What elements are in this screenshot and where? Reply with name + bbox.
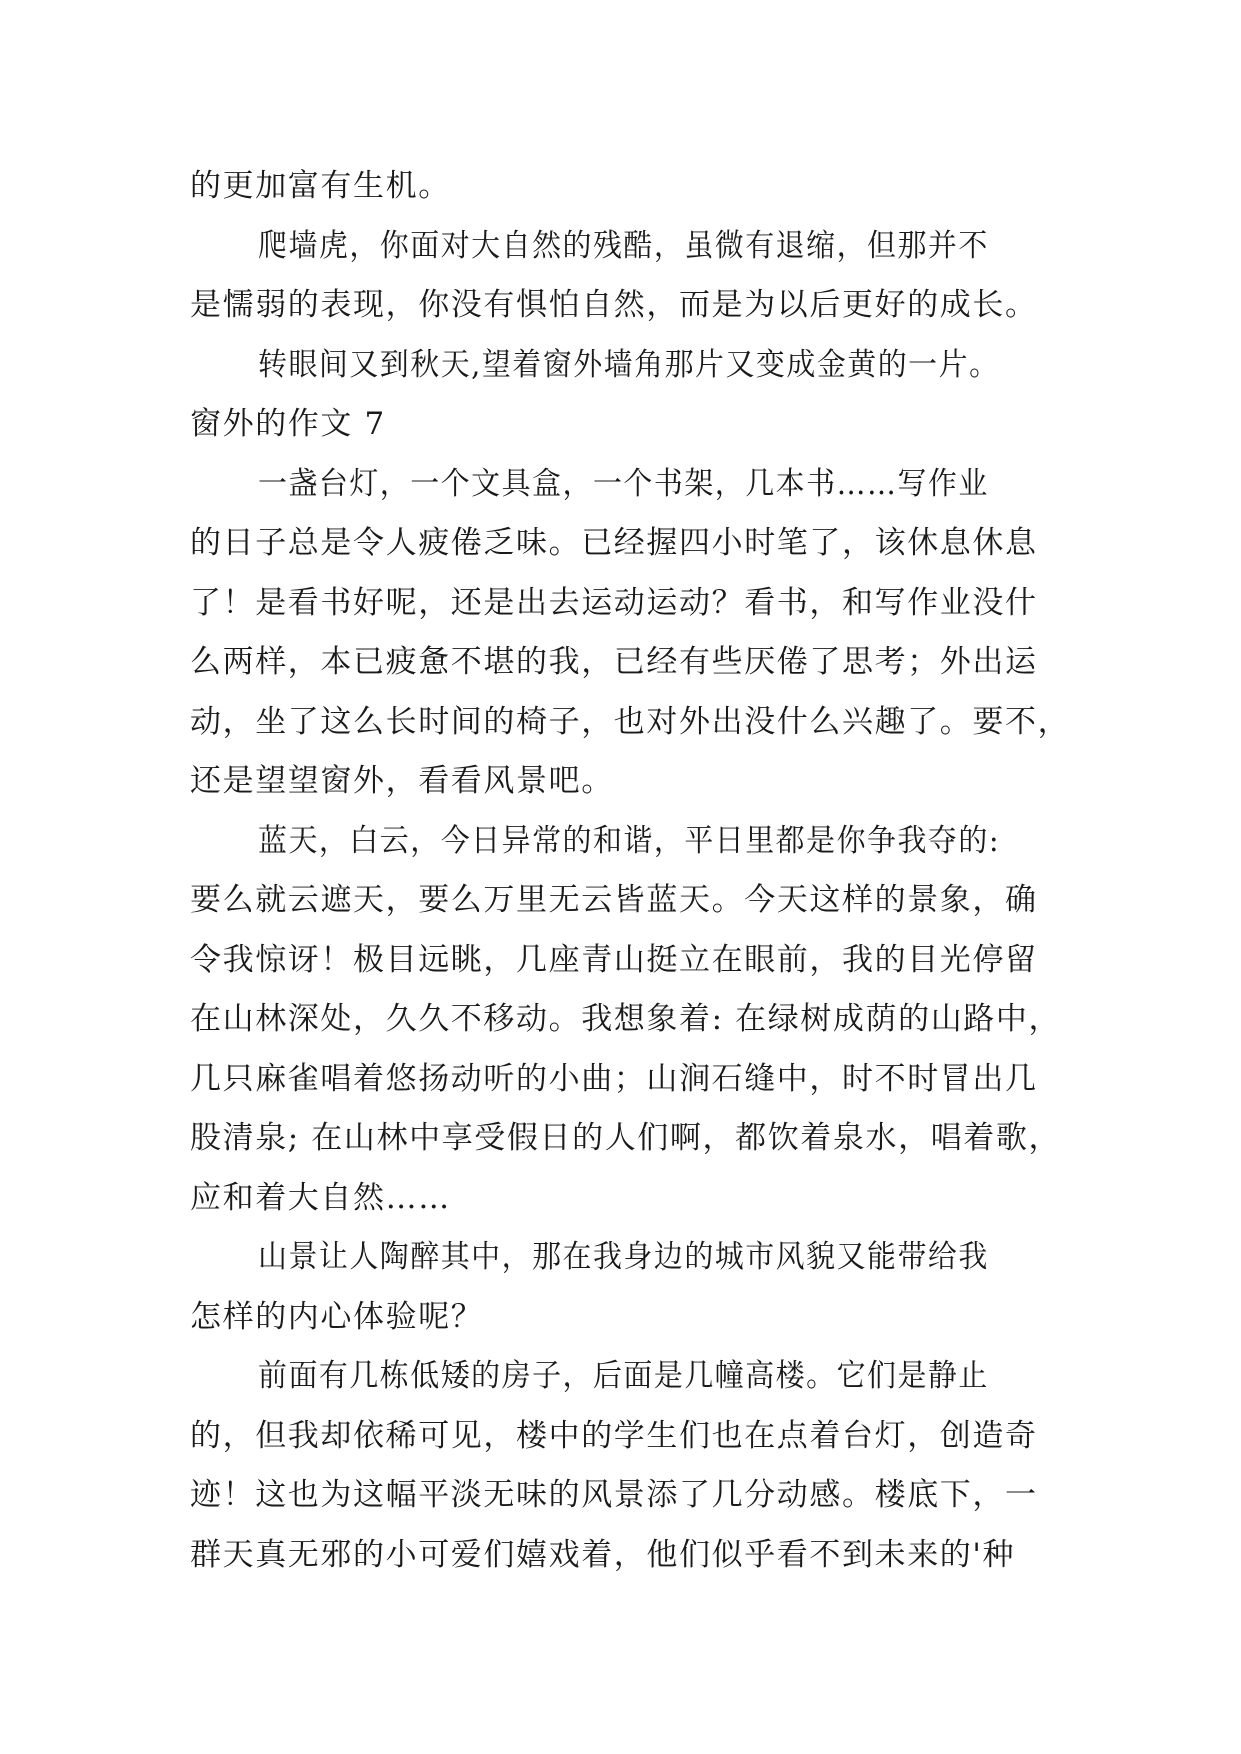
text-line: 还是望望窗外，看看风景吧。: [190, 763, 614, 799]
text-line: 几只麻雀唱着悠扬动听的小曲；山涧石缝中，时不时冒出几: [190, 1061, 1038, 1097]
text-line: 动，坐了这么长时间的椅子，也对外出没什么兴趣了。要不，: [190, 704, 1071, 740]
text-line: 迹！这也为这幅平淡无味的风景添了几分动感。楼底下，一: [190, 1477, 1038, 1513]
text-line: 股清泉; 在山林中享受假日的人们啊，都饮着泉水，唱着歌，: [190, 1120, 1062, 1156]
text-line: 么两样，本已疲惫不堪的我，已经有些厌倦了思考；外出运: [190, 644, 1038, 680]
text-line: 是懦弱的表现，你没有惧怕自然，而是为以后更好的成长。: [190, 287, 1038, 323]
text-line: 令我惊讶！极目远眺，几座青山挺立在眼前，我的目光停留: [190, 942, 1038, 978]
text-line: 要么就云遮天，要么万里无云皆蓝天。今天这样的景象，确: [190, 882, 1038, 918]
text-line: 怎样的内心体验呢？: [190, 1299, 484, 1335]
section-heading: 窗外的作文 7: [190, 406, 386, 442]
paragraph-first-line: 一盏台灯，一个文具盒，一个书架，几本书……写作业: [258, 466, 989, 502]
text-line: 的更加富有生机。: [190, 168, 451, 204]
paragraph-first-line: 山景让人陶醉其中，那在我身边的城市风貌又能带给我: [258, 1239, 989, 1275]
paragraph-first-line: 转眼间又到秋天,望着窗外墙角那片又变成金黄的一片。: [258, 347, 1000, 383]
text-line: 的日子总是令人疲倦乏味。已经握四小时笔了，该休息休息: [190, 525, 1038, 561]
text-line: 在山林深处，久久不移动。我想象着: 在绿树成荫的山路中，: [190, 1001, 1062, 1037]
text-line: 了！是看书好呢，还是出去运动运动？看书，和写作业没什: [190, 585, 1038, 621]
text-line: 群天真无邪的小可爱们嬉戏着，他们似乎看不到未来的'种: [190, 1537, 1016, 1573]
text-line: 的，但我却依稀可见，楼中的学生们也在点着台灯，创造奇: [190, 1418, 1038, 1454]
text-line: 应和着大自然……: [190, 1180, 451, 1216]
paragraph-first-line: 爬墙虎，你面对大自然的残酷，虽微有退缩，但那并不: [258, 228, 989, 264]
paragraph-first-line: 蓝天，白云，今日异常的和谐，平日里都是你争我夺的:: [258, 823, 1001, 859]
paragraph-first-line: 前面有几栋低矮的房子，后面是几幢高楼。它们是静止: [258, 1358, 989, 1394]
